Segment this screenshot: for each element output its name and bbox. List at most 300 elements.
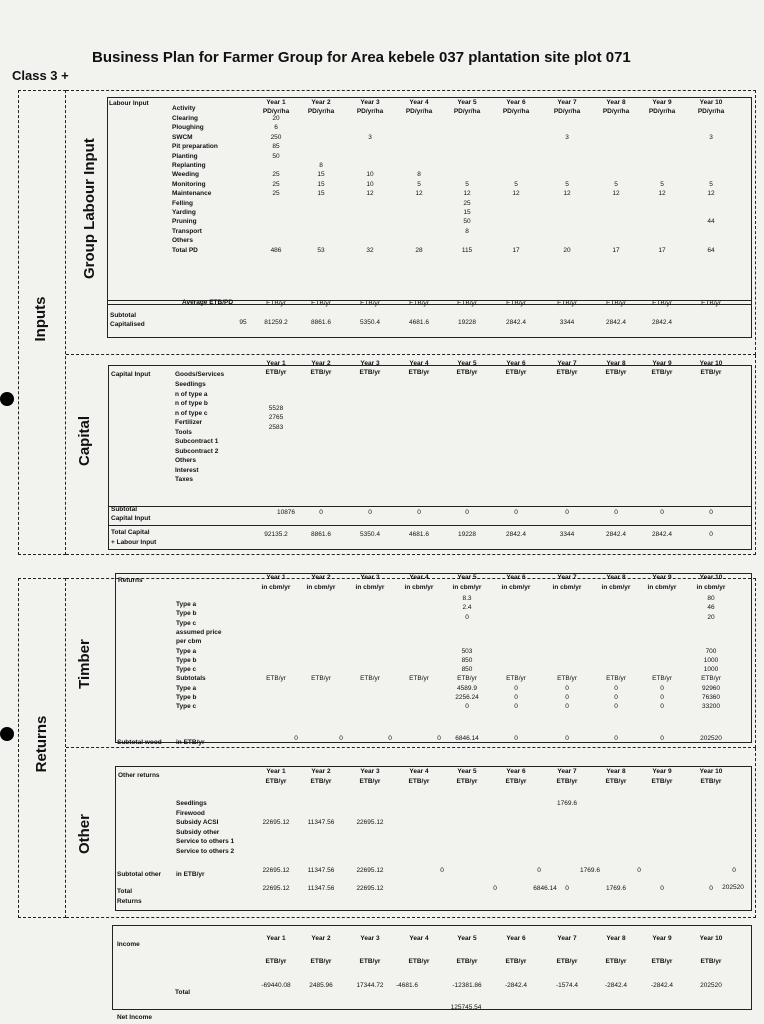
subtotal-value: 0 (709, 509, 713, 516)
row-label: Maintenance (172, 190, 212, 198)
year-header: Year 7 (557, 935, 577, 942)
cell-value: 32 (366, 246, 374, 254)
year-header: Year 6 (506, 360, 526, 367)
unit-header: ETB/yr (310, 958, 332, 965)
year-header: Year 2 (311, 574, 331, 581)
cell-value: 22695.12 (262, 819, 290, 826)
cell-value: 20 (707, 613, 715, 621)
row-label: n of type b (175, 400, 208, 407)
cell-value: 92960 (701, 684, 721, 692)
row-label: Type a (176, 601, 197, 608)
capitalised-value: 3344 (559, 319, 575, 326)
labour-input-label: Labour Input (109, 100, 149, 107)
cell-value: 8 (417, 171, 421, 179)
unit-header: in cbm/yr (501, 584, 531, 591)
total-returns-value: 22695.12 (262, 885, 290, 892)
row-label: Replanting (172, 162, 206, 169)
subtotal-wood-value: 0 (339, 735, 343, 742)
row-label: Type c (176, 619, 197, 627)
row-label: Ploughing (172, 124, 204, 132)
year-header: Year 7 (557, 360, 577, 367)
total-returns-value: 0 (565, 885, 569, 892)
subtotal-other-value: 22695.12 (262, 867, 290, 874)
cell-value: 0 (614, 703, 618, 711)
row-label: Seedlings (175, 381, 206, 388)
subtotal-wood-label: Subtotal wood (117, 739, 162, 746)
subtotal-value: 0 (565, 509, 569, 516)
cell-value: 0 (660, 703, 664, 711)
row-label: SWCM (172, 133, 193, 141)
capitalised-value: 2842.4 (652, 319, 672, 326)
subtotal-value: 0 (417, 509, 421, 516)
cell-value: 0 (614, 684, 618, 692)
total-returns-value: 0 (709, 885, 713, 892)
capitalised-value: 8861.6 (311, 319, 331, 326)
unit-header: ETB/yr (556, 778, 578, 785)
year-header: Year 1 (266, 935, 286, 942)
row-label: Type c (176, 703, 197, 711)
income-total-value: -2842.4 (604, 982, 628, 989)
unit-header: PD/yr/ha (697, 108, 725, 115)
row-label: Yarding (172, 209, 196, 216)
cell-value: 80 (707, 595, 715, 602)
subtotal-wood-value: 6846.14 (455, 735, 479, 742)
total-returns-value: 6846.14 (533, 885, 557, 892)
row-label: Subcontract 1 (175, 438, 219, 445)
cell-value: ETB/yr (652, 675, 672, 683)
cell-value: 0 (514, 684, 518, 692)
cell-value: 20 (272, 115, 280, 122)
year-header: Year 3 (360, 768, 380, 775)
unit-header: in cbm/yr (452, 584, 482, 591)
cell-value: 10 (366, 180, 374, 188)
unit-header: in cbm/yr (601, 584, 631, 591)
year-header: Year 9 (652, 360, 672, 367)
cell-value: 850 (461, 656, 473, 664)
unit-header: ETB/yr (605, 958, 627, 965)
cell-value: 76360 (701, 694, 721, 701)
subtotal-other-value: 1769.6 (580, 867, 600, 874)
cell-value: 25 (272, 171, 280, 179)
year-header: Year 9 (652, 99, 672, 106)
year-header: Year 1 (266, 574, 286, 581)
cell-value: 53 (317, 246, 325, 254)
class-label: Class 3 + (12, 68, 69, 83)
row-label: Subtotals (176, 675, 206, 683)
cell-value: 15 (317, 180, 325, 188)
unit-header: ETB/yr (456, 778, 478, 785)
cell-value: 5 (660, 180, 664, 188)
row-label: Pit preparation (172, 143, 218, 151)
year-header: Year 2 (311, 360, 331, 367)
income-total-value: -12381.86 (452, 982, 482, 989)
subtotal-other-value: 0 (537, 867, 541, 874)
unit-header: in cbm/yr (355, 584, 385, 591)
row-label: Tools (175, 428, 192, 436)
row-label: Total PD (172, 246, 198, 254)
subtotal-wood-value: 0 (614, 735, 618, 742)
cell-value: ETB/yr (457, 675, 477, 683)
row-label: Others (172, 237, 193, 245)
row-label: Planting (172, 152, 198, 160)
net-income-value: 125745.54 (450, 1004, 482, 1011)
unit-header: ETB/yr (700, 958, 722, 965)
capital-input-sub-label: Capital Input (111, 515, 151, 522)
subtotal-value: 0 (368, 509, 372, 516)
year-header: Year 3 (360, 935, 380, 942)
returns-section-label: Returns (33, 715, 50, 773)
page-title: Business Plan for Farmer Group for Area kebele 037 plantation site plot 071 (92, 49, 631, 66)
cell-value: ETB/yr (311, 675, 331, 683)
cell-value: 12 (463, 190, 471, 198)
cell-value: 46 (707, 604, 715, 612)
subtotal-value: 0 (465, 509, 469, 516)
cell-value: 5528 (268, 404, 284, 412)
unit-header: ETB/yr (505, 778, 527, 785)
other-section-label: Other (76, 814, 93, 855)
cell-value: 3 (709, 133, 713, 141)
unit-header: ETB/yr (700, 778, 722, 785)
group-labour-section-label: Group Labour Input (81, 138, 98, 279)
subtotal-other-value: 0 (440, 867, 444, 874)
year-header: Year 1 (266, 768, 286, 775)
subtotal-label: Subtotal (110, 312, 136, 319)
unit-etb: ETB/yr (701, 300, 721, 307)
year-header: Year 4 (409, 935, 429, 942)
row-label: assumed price (176, 628, 222, 636)
year-header: Year 6 (506, 99, 526, 106)
cell-value: 0 (565, 703, 569, 711)
row-label: Type c (176, 666, 197, 674)
total-returns-value: 11347.56 (307, 885, 335, 892)
row-label: Type b (176, 694, 197, 701)
year-header: Year 8 (606, 99, 626, 106)
year-header: Year 9 (652, 768, 672, 775)
inputs-section-label: Inputs (32, 296, 49, 342)
unit-header: ETB/yr (359, 369, 381, 376)
year-header: Year 4 (409, 99, 429, 106)
cell-value: 0 (514, 694, 518, 701)
unit-header: ETB/yr (556, 369, 578, 376)
year-header: Year 5 (457, 574, 477, 581)
total-returns-value: 0 (493, 885, 497, 892)
punch-hole (0, 392, 14, 406)
cell-value: 33200 (701, 703, 721, 711)
income-total-value: 17344.72 (356, 982, 384, 989)
year-header: Year 7 (557, 574, 577, 581)
cell-value: 12 (512, 190, 520, 198)
timber-section-label: Timber (76, 639, 93, 689)
total-capital-value: 2842.4 (652, 531, 672, 538)
year-header: Year 10 (699, 574, 723, 581)
row-label: Subsidy other (176, 828, 220, 836)
income-total-value: 2485.96 (309, 982, 333, 989)
unit-header: in cbm/yr (261, 584, 291, 591)
cell-value: 0 (565, 694, 569, 701)
unit-header: ETB/yr (265, 778, 287, 785)
unit-header: ETB/yr (605, 778, 627, 785)
income-total-value: -4681.6 (395, 982, 419, 989)
cell-value: 700 (705, 647, 717, 655)
capitalised-value: 2842.4 (606, 319, 626, 326)
activity-label: Activity (172, 105, 196, 112)
cell-value: 3 (565, 133, 569, 141)
cell-value: 28 (415, 246, 423, 254)
cell-value: 25 (272, 190, 280, 198)
subtotal-value: 10876 (276, 509, 296, 516)
year-header: Year 8 (606, 574, 626, 581)
average-value: 95 (239, 319, 247, 326)
income-total-value: -2842.4 (650, 982, 674, 989)
capital-input-label: Capital Input (111, 371, 151, 378)
unit-header: in cbm/yr (306, 584, 336, 591)
unit-header: ETB/yr (310, 369, 332, 376)
cell-value: 115 (461, 246, 473, 254)
total-capital-value: 0 (709, 531, 713, 538)
total-returns-value: 0 (660, 885, 664, 892)
income-total-label: Total (175, 989, 191, 996)
cell-value: 5 (709, 180, 713, 188)
cell-value: 44 (707, 218, 715, 226)
cell-value: 1000 (703, 656, 719, 664)
capital-section-label: Capital (76, 416, 93, 467)
capital-subtotal-label: Subtotal (111, 506, 137, 513)
cell-value: 50 (463, 218, 471, 226)
cell-value: 2765 (268, 414, 284, 421)
row-label: Type b (176, 656, 197, 664)
cell-value: 12 (366, 190, 374, 198)
year-header: Year 10 (699, 360, 723, 367)
subtotal-other-value: 11347.56 (307, 867, 335, 874)
cell-value: 17 (612, 246, 620, 254)
unit-etb: ETB/yr (606, 300, 626, 307)
cell-value: 1769.6 (557, 800, 577, 807)
subtotal-wood-value: 0 (514, 735, 518, 742)
unit-header: ETB/yr (556, 958, 578, 965)
unit-header: ETB/yr (651, 369, 673, 376)
cell-value: 4589.9 (457, 684, 477, 692)
cell-value: 250 (270, 133, 282, 141)
year-header: Year 3 (360, 574, 380, 581)
subtotal-other-value: 0 (732, 867, 736, 874)
unit-header: ETB/yr (408, 778, 430, 785)
cell-value: 1000 (703, 666, 719, 674)
unit-header: PD/yr/ha (356, 108, 384, 115)
year-header: Year 8 (606, 935, 626, 942)
year-header: Year 5 (457, 768, 477, 775)
unit-header: PD/yr/ha (405, 108, 433, 115)
subtotal-other-label: Subtotal other (117, 871, 162, 878)
year-header: Year 2 (311, 768, 331, 775)
subtotal-wood-value: 0 (437, 735, 441, 742)
unit-header: ETB/yr (359, 778, 381, 785)
year-header: Year 1 (266, 360, 286, 367)
subtotal-value: 0 (614, 509, 618, 516)
unit-header: PD/yr/ha (648, 108, 676, 115)
cell-value: ETB/yr (409, 675, 429, 683)
year-header: Year 2 (311, 99, 331, 106)
total-capital-value: 92135.2 (264, 531, 288, 538)
unit-etb: ETB/yr (457, 300, 477, 307)
total-returns-value: 1769.6 (606, 885, 626, 892)
unit-header: in cbm/yr (696, 584, 726, 591)
cell-value: 6 (274, 124, 278, 132)
cell-value: 12 (612, 190, 620, 198)
year-header: Year 10 (699, 768, 723, 775)
unit-etb: ETB/yr (652, 300, 672, 307)
cell-value: 12 (658, 190, 666, 198)
labour-input-sub-label: + Labour Input (111, 539, 157, 546)
subtotal-other-value: 0 (637, 867, 641, 874)
row-label: Transport (172, 227, 202, 235)
subtotal-wood-value: 0 (565, 735, 569, 742)
row-label: Weeding (172, 171, 199, 179)
row-label: Subsidy ACSI (176, 819, 219, 826)
year-header: Year 10 (699, 99, 723, 106)
total-returns-value: 22695.12 (356, 885, 384, 892)
year-header: Year 6 (506, 768, 526, 775)
capitalised-value: 81259.2 (264, 319, 288, 326)
unit-header: ETB/yr (408, 369, 430, 376)
income-total-value: 202520 (700, 982, 722, 989)
subtotal-wood-value: 0 (660, 735, 664, 742)
row-label: Type a (176, 684, 197, 692)
year-header: Year 7 (557, 99, 577, 106)
row-label: Type a (176, 647, 197, 655)
cell-value: 0 (514, 703, 518, 711)
cell-value: 2256.24 (455, 694, 479, 701)
cell-value: 20 (563, 246, 571, 254)
subtotal-unit: in ETB/yr (176, 739, 205, 746)
cell-value: 486 (270, 246, 282, 254)
year-header: Year 4 (409, 574, 429, 581)
unit-etb: ETB/yr (266, 300, 286, 307)
row-label: Interest (175, 466, 199, 474)
unit-header: PD/yr/ha (307, 108, 335, 115)
unit-header: ETB/yr (310, 778, 332, 785)
income-label: Income (117, 941, 140, 948)
capitalised-value: 5350.4 (360, 319, 380, 326)
returns-sub-label: Returns (117, 898, 142, 905)
cell-value: 8 (465, 227, 469, 235)
cell-value: 15 (317, 190, 325, 198)
year-header: Year 5 (457, 935, 477, 942)
row-label: Seedlings (176, 800, 207, 807)
cell-value: 0 (614, 694, 618, 701)
unit-header: in cbm/yr (552, 584, 582, 591)
unit-etb: ETB/yr (506, 300, 526, 307)
year-header: Year 5 (457, 99, 477, 106)
unit-etb: ETB/yr (311, 300, 331, 307)
year-header: Year 10 (699, 935, 723, 942)
net-income-label: Net Income (117, 1014, 153, 1021)
year-header: Year 5 (457, 360, 477, 367)
year-header: Year 6 (506, 935, 526, 942)
unit-header: PD/yr/ha (602, 108, 630, 115)
cell-value: 15 (317, 171, 325, 179)
subtotal-wood-value: 202520 (700, 735, 722, 742)
returns-label: Returns (118, 577, 143, 584)
total-capital-value: 8861.6 (311, 531, 331, 538)
cell-value: 12 (563, 190, 571, 198)
subtotal-wood-value: 0 (294, 735, 298, 742)
cell-value: 0 (660, 684, 664, 692)
unit-header: ETB/yr (408, 958, 430, 965)
subtotal-value: 0 (514, 509, 518, 516)
cell-value: 5 (514, 180, 518, 188)
unit-header: PD/yr/ha (262, 108, 290, 115)
cell-value: ETB/yr (266, 675, 286, 683)
year-header: Year 8 (606, 768, 626, 775)
subtotal-value: 0 (660, 509, 664, 516)
unit-header: PD/yr/ha (502, 108, 530, 115)
row-label: Monitoring (172, 180, 206, 188)
cell-value: 8.3 (462, 595, 472, 602)
unit-header: ETB/yr (265, 369, 287, 376)
subtotal-value: 0 (319, 509, 323, 516)
unit-etb: ETB/yr (360, 300, 380, 307)
cell-value: 11347.56 (307, 819, 335, 826)
unit-header: in cbm/yr (404, 584, 434, 591)
cell-value: 10 (366, 171, 374, 179)
cell-value: ETB/yr (557, 675, 577, 683)
year-header: Year 8 (606, 360, 626, 367)
subtotal-wood-value: 0 (388, 735, 392, 742)
total-capital-value: 3344 (559, 531, 575, 538)
year-header: Year 6 (506, 574, 526, 581)
row-label: Taxes (175, 476, 193, 483)
unit-header: ETB/yr (651, 778, 673, 785)
total-capital-value: 5350.4 (360, 531, 380, 538)
cell-value: ETB/yr (701, 675, 721, 683)
unit-header: ETB/yr (265, 958, 287, 965)
row-label: Service to others 2 (176, 847, 235, 855)
row-label: Pruning (172, 218, 197, 226)
cell-value: 0 (565, 684, 569, 692)
cell-value: 2.4 (462, 604, 472, 612)
cell-value: 5 (614, 180, 618, 188)
unit-header: PD/yr/ha (453, 108, 481, 115)
unit-header: PD/yr/ha (553, 108, 581, 115)
year-header: Year 2 (311, 935, 331, 942)
cell-value: 15 (463, 209, 471, 216)
row-label: Subcontract 2 (175, 447, 219, 455)
unit-header: ETB/yr (456, 369, 478, 376)
total-returns-value: 202520 (722, 884, 744, 891)
cell-value: 12 (415, 190, 423, 198)
unit-header: ETB/yr (359, 958, 381, 965)
unit-header: ETB/yr (651, 958, 673, 965)
subtotal-unit: in ETB/yr (176, 871, 205, 878)
cell-value: 25 (463, 199, 471, 207)
cell-value: 5 (565, 180, 569, 188)
year-header: Year 3 (360, 360, 380, 367)
cell-value: 0 (465, 703, 469, 711)
cell-value: 64 (707, 246, 715, 254)
year-header: Year 3 (360, 99, 380, 106)
cell-value: 25 (272, 180, 280, 188)
year-header: Year 4 (409, 360, 429, 367)
unit-header: ETB/yr (605, 369, 627, 376)
year-header: Year 4 (409, 768, 429, 775)
punch-hole (0, 727, 14, 741)
unit-header: ETB/yr (700, 369, 722, 376)
cell-value: 50 (272, 152, 280, 160)
total-returns-label: Total (117, 888, 133, 895)
capitalised-label: Capitalised (110, 321, 145, 328)
subtotal-other-value: 22695.12 (356, 867, 384, 874)
capitalised-value: 2842.4 (506, 319, 526, 326)
